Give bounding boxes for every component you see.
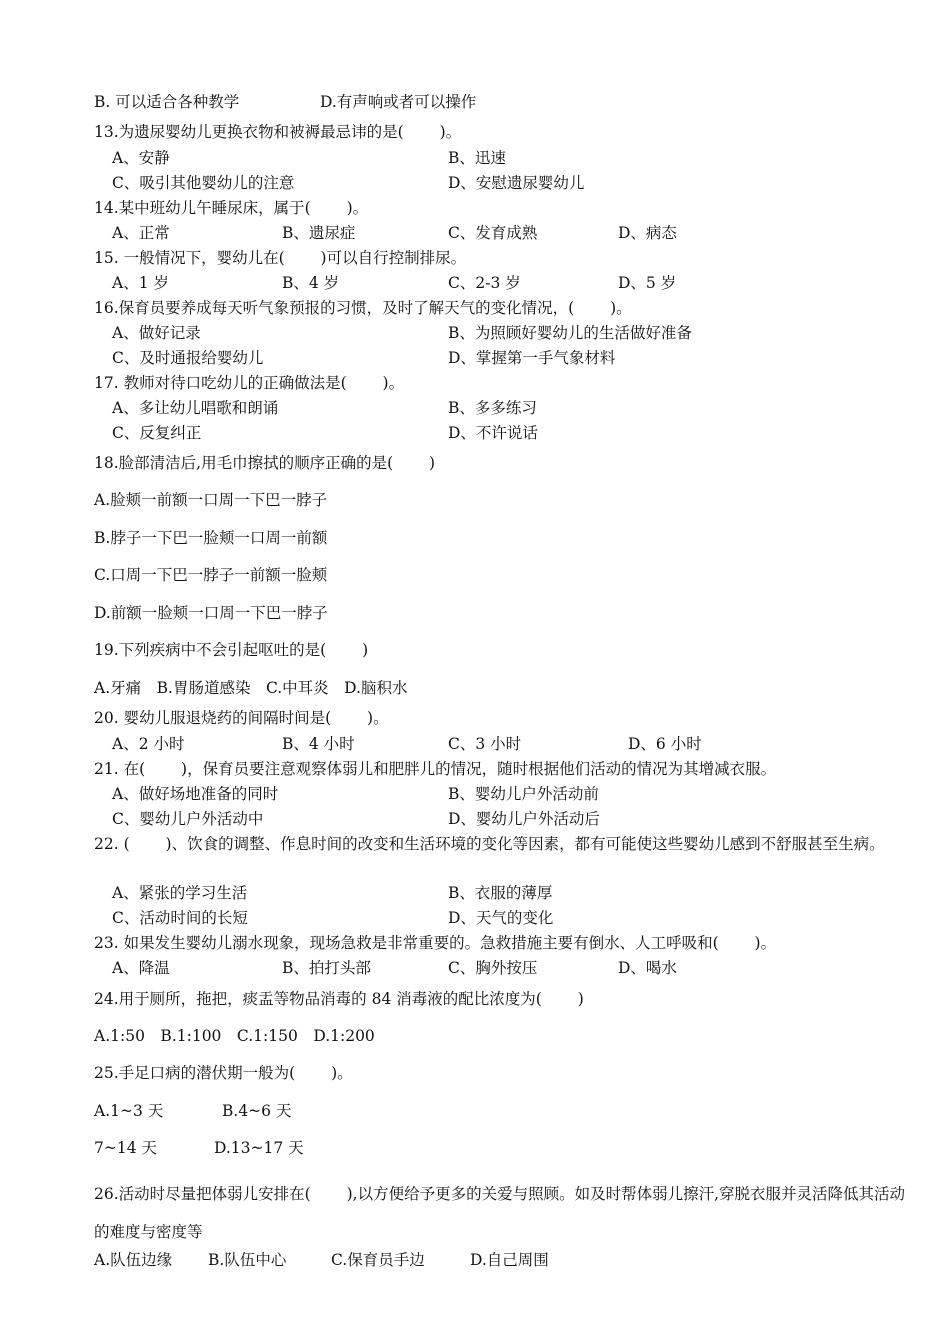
answer-option: A、紧张的学习生活 [112,884,248,902]
answer-option: C、及时通报给婴幼儿 [112,349,264,367]
answer-option: B.4~6 天 [222,1102,292,1120]
answer-option: B、为照顾好婴幼儿的生活做好准备 [448,324,692,342]
answer-option: D.有声响或者可以操作 [320,93,477,111]
question-text: A.牙痛 B.胃肠道感染 C.中耳炎 D.脑积水 [94,679,408,697]
question-text: 22. ( )、饮食的调整、作息时间的改变和生活环境的变化等因素，都有可能使这些婴幼儿感到不舒服甚至生病。 [94,835,885,853]
question-text: 26.活动时尽量把体弱儿安排在( ),以方便给予更多的关爱与照顾。如及时帮体弱儿擦汗,穿脱衣服并灵活降低其活动的难度与密度等 [94,1185,906,1241]
answer-option: A、多让幼儿唱歌和朗诵 [112,399,279,417]
answer-option: D、喝水 [618,959,677,977]
answer-option: A、正常 [112,224,170,242]
question-text: 15. 一般情况下，婴幼儿在( )可以自行控制排尿。 [94,249,467,267]
answer-option: B. 可以适合各种教学 [94,93,240,111]
answer-option: B、多多练习 [448,399,537,417]
answer-option: B、拍打头部 [282,959,371,977]
question-text: 21. 在( )，保育员要注意观察体弱儿和肥胖儿的情况，随时根据他们活动的情况为其增减衣服。 [94,760,777,778]
answer-option: C、婴幼儿户外活动中 [112,810,264,828]
answer-option: D、6 小时 [628,735,702,753]
answer-option: A、降温 [112,959,170,977]
answer-option: D、不许说话 [448,424,538,442]
answer-option: C、活动时间的长短 [112,909,248,927]
answer-option: D、病态 [618,224,677,242]
answer-option: B、遗尿症 [282,224,356,242]
answer-option: B、4 岁 [282,274,340,292]
question-text: B.脖子一下巴一脸颊一口周一前额 [94,529,328,547]
question-text: 17. 教师对待口吃幼儿的正确做法是( )。 [94,374,405,392]
answer-option: A、做好场地准备的同时 [112,785,279,803]
question-text: A.1:50 B.1:100 C.1:150 D.1:200 [94,1027,375,1045]
answer-option: D.自己周围 [470,1251,549,1269]
answer-option: D.13~17 天 [214,1139,304,1157]
answer-option: D、天气的变化 [448,909,554,927]
answer-option: A、2 小时 [112,735,185,753]
answer-option: A.队伍边缘 [94,1251,173,1269]
answer-option: B、4 小时 [282,735,355,753]
question-text: 25.手足口病的潜伏期一般为( )。 [94,1064,353,1082]
answer-option: B、婴幼儿户外活动前 [448,785,599,803]
answer-option: B、衣服的薄厚 [448,884,553,902]
answer-option: C、3 小时 [448,735,522,753]
question-text: 20. 婴幼儿服退烧药的间隔时间是( )。 [94,709,389,727]
question-text: D.前额一脸颊一口周一下巴一脖子 [94,604,328,622]
answer-option: C、反复纠正 [112,424,202,442]
question-text: 16.保育员要养成每天听气象预报的习惯，及时了解天气的变化情况，( )。 [94,299,632,317]
answer-option: A、做好记录 [112,324,201,342]
answer-option: B.队伍中心 [208,1251,287,1269]
answer-option: C、吸引其他婴幼儿的注意 [112,174,295,192]
answer-option: D、安慰遗尿婴幼儿 [448,174,585,192]
answer-option: D、5 岁 [618,274,677,292]
answer-option: A、安静 [112,149,170,167]
answer-option: A、1 岁 [112,274,169,292]
answer-option: A.1~3 天 [94,1102,164,1120]
question-text: 14.某中班幼儿午睡尿床，属于( )。 [94,199,369,217]
question-text: 19.下列疾病中不会引起呕吐的是( ) [94,641,369,659]
answer-option: 7~14 天 [94,1139,157,1157]
answer-option: B、迅速 [448,149,506,167]
question-text: 24.用于厕所，拖把，痰盂等物品消毒的 84 消毒液的配比浓度为( ) [94,990,584,1008]
answer-option: D、掌握第一手气象材料 [448,349,616,367]
question-text: C.口周一下巴一脖子一前额一脸颊 [94,566,328,584]
answer-option: C、2-3 岁 [448,274,521,292]
question-text: A.脸颊一前额一口周一下巴一脖子 [94,491,328,509]
question-text: 23. 如果发生婴幼儿溺水现象，现场急救是非常重要的。急救措施主要有倒水、人工呼吸和( )。 [94,934,777,952]
answer-option: C.保育员手边 [331,1251,425,1269]
answer-option: D、婴幼儿户外活动后 [448,810,600,828]
question-text: 13.为遗尿婴幼儿更换衣物和被褥最忌讳的是( )。 [94,123,462,141]
answer-option: C、发育成熟 [448,224,538,242]
question-text: 18.脸部清洁后,用毛巾擦拭的顺序正确的是( ) [94,454,436,472]
answer-option: C、胸外按压 [448,959,538,977]
